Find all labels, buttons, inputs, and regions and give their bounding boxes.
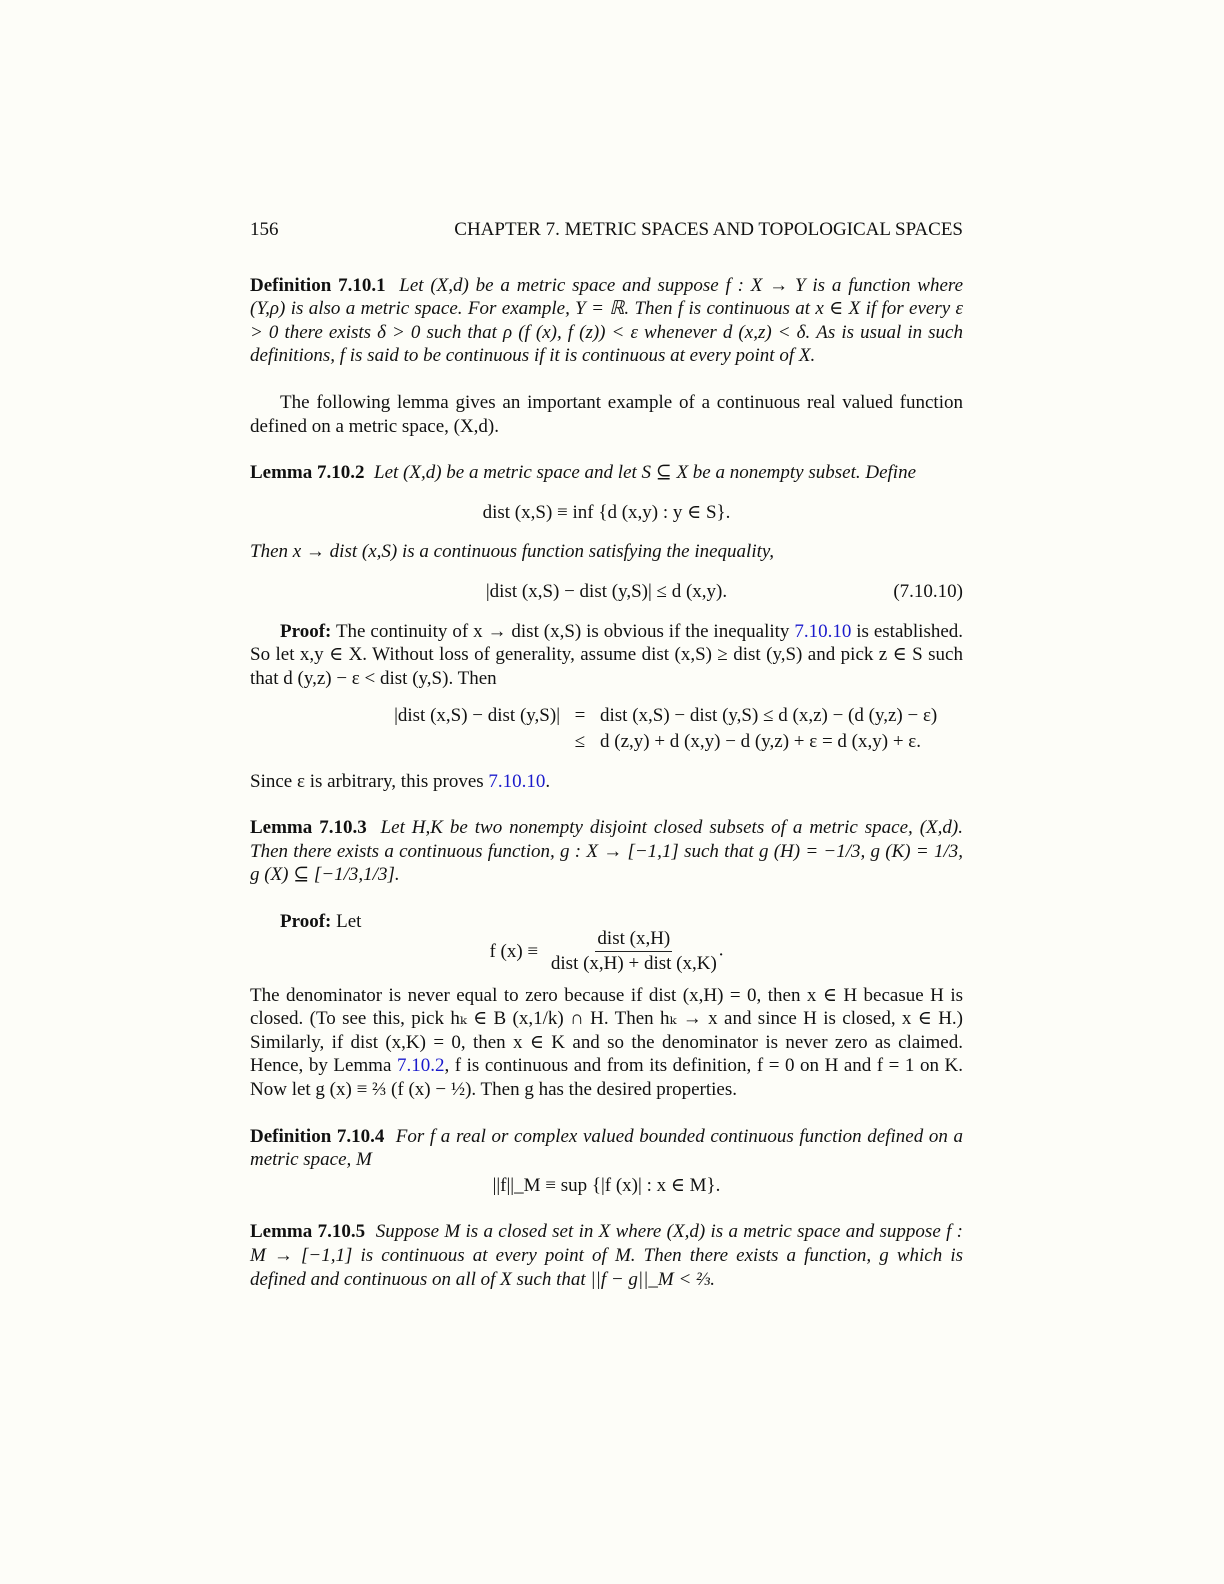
proof-closing: Since ε is arbitrary, this proves — [250, 770, 484, 792]
lemma-7-10-3 — [250, 816, 963, 887]
proof-text: The continuity of x → dist (x,S) is obvious if the inequality — [335, 620, 790, 642]
sup-norm-equation: ||f||_M ≡ sup {|f (x)| : x ∈ M}. — [492, 1174, 721, 1196]
align-rhs-1: dist (x,S) − dist (y,S) ≤ d (x,z) − (d (y,z) − ε) — [600, 705, 938, 727]
proof-lemma-7-10-2 — [250, 620, 963, 794]
fraction-lhs: f (x) ≡ — [489, 940, 539, 962]
proof-label: Proof: — [280, 620, 332, 642]
align-lhs-2 — [310, 730, 560, 754]
lemma-link-7-10-2[interactable]: 7.10.2 — [396, 1055, 445, 1077]
intro-paragraph — [250, 391, 963, 438]
aligned-equations — [310, 704, 963, 753]
definition-text: For f a real or complex valued bounded continuous function defined on a metric space, M — [250, 1125, 964, 1171]
lemma-text: Let H,K be two nonempty disjoint closed subsets of a metric space, (X,d). Then there exists a continuous function, g : X → [−1,1] such that g (H) = −1/3, g (K) = 1/3, g (X) ⊆ [−1/3,1/3]. — [250, 817, 963, 886]
proof-body: The denominator is never equal to zero because if dist (x,H) = 0, then x ∈ H becasue H is closed. (To see this, pick hₖ ∈ B (x,1/k) ∩ H. Then hₖ → x and since H is closed, x ∈ H.) Similarly, if dist (x,K) = 0, then x ∈ K and so the denominator is never zero as claimed. Hence, by Lemma — [250, 984, 963, 1077]
lemma-label: Lemma 7.10.2 — [250, 462, 365, 484]
closing-period: . — [545, 770, 551, 792]
definition-7-10-1 — [250, 274, 963, 368]
lemma-text: Suppose M is a closed set in X where (X,d) is a metric space and suppose f : M → [−1,1] is continuous at every point of M. Then there exists a function, g which is defined and continuous on all of X such that ||f − g||_M < ⅔. — [250, 1221, 963, 1290]
proof-text-continued: is established. So let x,y ∈ X. Without loss of generality, assume dist (x,S) ≥ dist (y,S) and pick z ∈ S such that d (y,z) − ε < dist (y,S). Then — [250, 620, 964, 689]
intro-text: The following lemma gives an important example of a continuous real valued function defined on a metric space, (X,d). — [250, 391, 963, 437]
definition-label: Definition 7.10.1 — [250, 274, 386, 296]
lemma-7-10-2 — [250, 461, 963, 603]
dist-definition-equation: dist (x,S) ≡ inf {d (x,y) : y ∈ S}. — [482, 501, 731, 523]
equation-link-7-10-10[interactable]: 7.10.10 — [794, 620, 852, 642]
running-title: CHAPTER 7. METRIC SPACES AND TOPOLOGICAL SPACES — [454, 219, 963, 240]
page — [250, 218, 963, 1314]
definition-text: Let (X,d) be a metric space and suppose f : X → Y is a function where (Y,ρ) is also a metric space. For example, Y = ℝ. Then f is continuous at x ∈ X if for every ε > 0 there exists δ > 0 such that ρ (f (x), f (z)) < ε whenever d (x,z) < δ. As is usual in such definitions, f is said to be continuous if it is continuous at every point of X. — [250, 274, 964, 367]
equation-body: |dist (x,S) − dist (y,S)| ≤ d (x,y). — [485, 580, 728, 602]
definition-label: Definition 7.10.4 — [250, 1125, 385, 1147]
lemma-text: Let (X,d) be a metric space and let S ⊆ X be a nonempty subset. Define — [374, 462, 916, 484]
equation-link-7-10-10-closing[interactable]: 7.10.10 — [488, 770, 546, 792]
lemma-label: Lemma 7.10.5 — [250, 1221, 366, 1243]
lemma-7-10-5 — [250, 1220, 963, 1291]
equation-7-10-10 — [250, 580, 963, 604]
proof-intro: Let — [336, 910, 362, 932]
lemma-label: Lemma 7.10.3 — [250, 817, 367, 839]
proof-lemma-7-10-3 — [250, 910, 963, 1102]
f-definition-equation — [250, 927, 963, 975]
fraction — [549, 927, 719, 975]
proof-label: Proof: — [280, 910, 332, 932]
definition-7-10-4 — [250, 1125, 963, 1198]
equation-number: (7.10.10) — [893, 580, 963, 602]
align-rel-2: ≤ — [574, 730, 586, 752]
proof-body-continued: , f is continuous and from its definition, f = 0 on H and f = 1 on K. Now let g (x) ≡ ⅔ (f (x) − ½). Then g has the desired properties. — [250, 1055, 963, 1101]
align-lhs-1: |dist (x,S) − dist (y,S)| — [394, 705, 560, 727]
align-rel-1: = — [574, 705, 586, 727]
fraction-denominator: dist (x,H) + dist (x,K) — [550, 953, 717, 975]
fraction-numerator: dist (x,H) — [595, 927, 672, 952]
lemma-text-after: Then x → dist (x,S) is a continuous function satisfying the inequality, — [250, 541, 775, 563]
fraction-period: . — [718, 939, 724, 961]
align-rhs-2: d (z,y) + d (x,y) − d (y,z) + ε = d (x,y) + ε. — [600, 730, 922, 752]
running-header — [250, 218, 963, 242]
page-number: 156 — [250, 219, 279, 240]
